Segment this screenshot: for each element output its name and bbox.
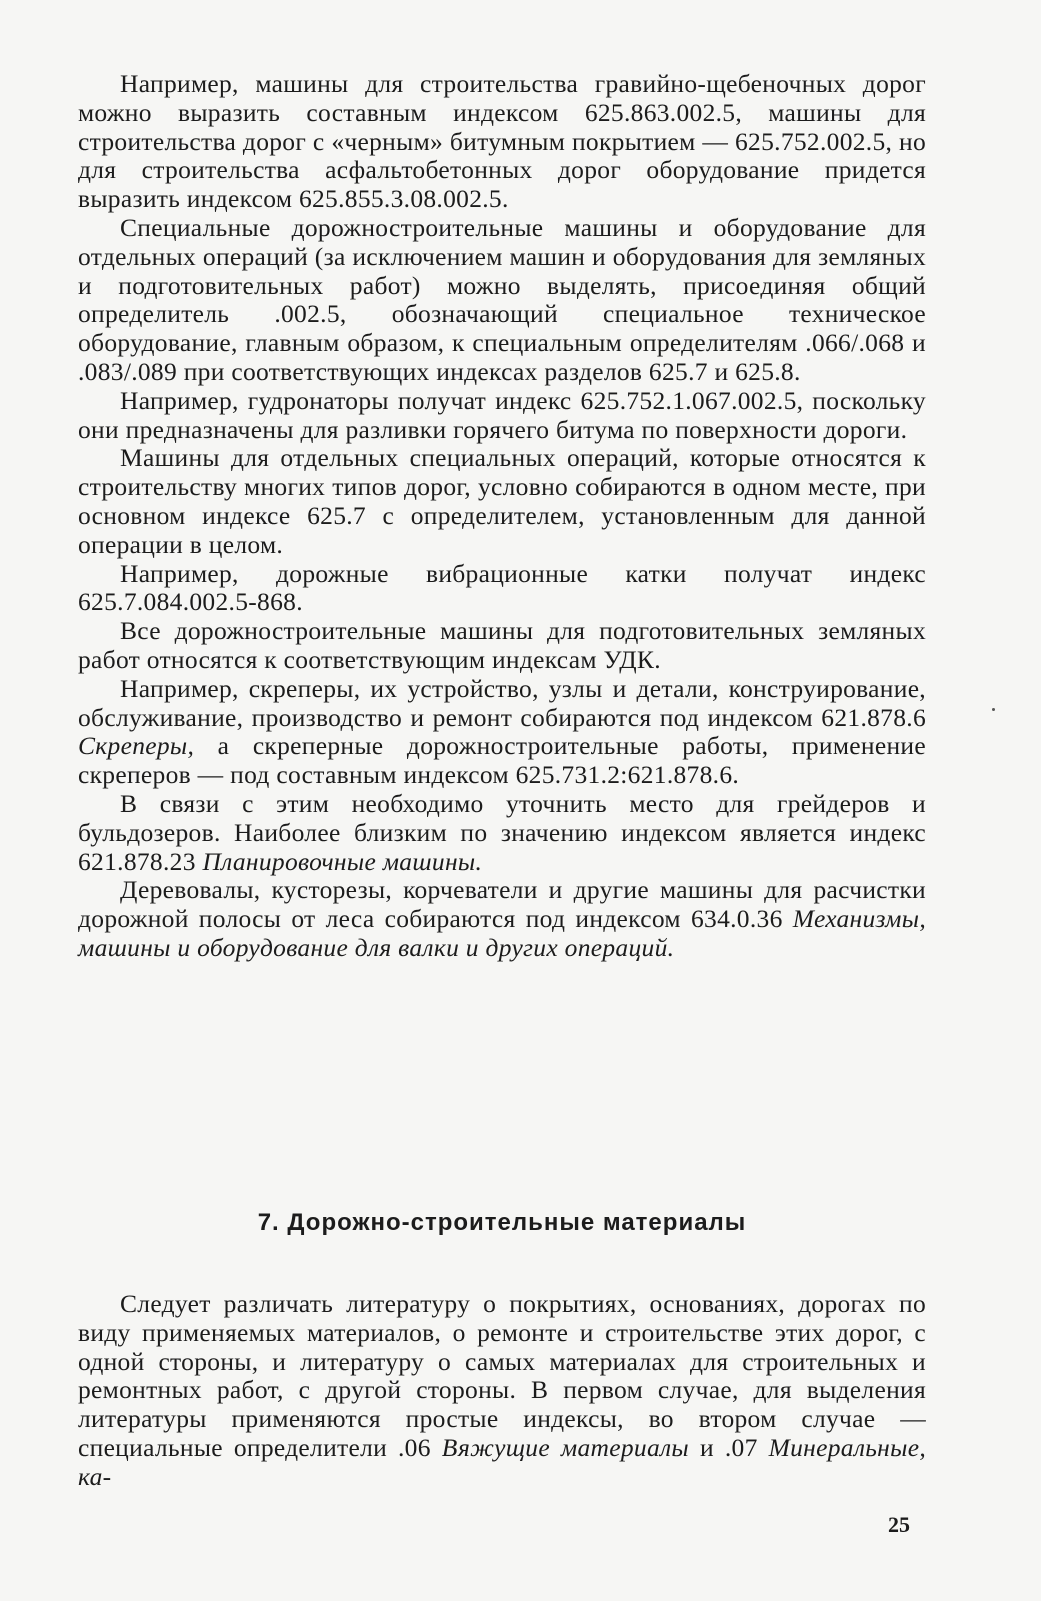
scan-speck — [992, 708, 995, 711]
paragraph-7-text: Например, скреперы, их устройство, узлы и детали, конструирование, обслуживание, производство и ремонт собираются под индексом 621.878.6 — [78, 673, 926, 732]
paragraph-10-text: Следует различать литературу о покрытиях, основаниях, дорогах по виду применяемых материалов, о ремонте и строительстве этих дорог, с одной стороны, и литературу о самых материалах для строительных и ремонтных работ, с другой стороны. В первом случае, для выделения литературы применяются простые индексы, во втором случае — специальные определители .06 — [78, 1289, 926, 1462]
paragraph-10-italic: Вяжущие материалы — [441, 1432, 689, 1462]
paragraph-10 — [78, 1290, 926, 1492]
paragraph-8-italic: Планировочные машины. — [202, 846, 483, 876]
paragraph-7 — [78, 675, 926, 790]
body-text-top — [78, 70, 926, 963]
paragraph-8 — [78, 790, 926, 876]
paragraph-2: Специальные дорожностроительные машины и оборудование для отдельных операций (за исключением машин и оборудования для земляных и подготовительных работ) можно выделять, присоединяя общий определитель .002.5, обозначающий специальное техническое оборудование, главным образом, к специальным определителям .066/.068 и .083/.089 при соответствующих индексах разделов 625.7 и 625.8. — [78, 212, 926, 386]
paragraph-9-text: Деревовалы, кусторезы, корчеватели и другие машины для расчистки дорожной полосы от леса собираются под индексом 634.0.36 — [78, 875, 926, 934]
paragraph-9-italic: Механизмы, машины и оборудование для валки и других операций. — [78, 904, 926, 962]
paragraph-7-italic: Скреперы, — [78, 731, 195, 761]
paragraph-5: Например, дорожные вибрационные катки получат индекс 625.7.084.002.5-868. — [78, 558, 926, 617]
paragraph-7-text-end: а скреперные дорожностроительные работы, применение скреперов — под составным индексом 625.731.2:621.878.6. — [78, 731, 926, 790]
body-text-bottom — [78, 1290, 926, 1492]
paragraph-10-italic-2: Минеральные, ка- — [78, 1432, 926, 1491]
paragraph-1: Например, машины для строительства гравийно-щебеночных дорог можно выразить составным индексом 625.863.002.5, машины для строительства дорог с «черным» битумным покрытием — 625.752.002.5, но для строительства асфальтобетонных дорог оборудование придется выразить индексом 625.855.3.08.002.5. — [78, 69, 926, 214]
paragraph-6: Все дорожностроительные машины для подготовительных земляных работ относятся к соответствующим индексам УДК. — [78, 616, 926, 674]
paragraph-10-text-mid: и .07 — [689, 1432, 769, 1462]
paragraph-9 — [78, 876, 926, 962]
paragraph-4: Машины для отдельных специальных операций, которые относятся к строительству многих типов дорог, условно собираются в одном месте, при основном индексе 625.7 с определителем, установленным для данной операции в целом. — [78, 443, 926, 559]
paragraph-3: Например, гудронаторы получат индекс 625.752.1.067.002.5, поскольку они предназначены для разливки горячего битума по поверхности дороги. — [78, 385, 926, 444]
page-number: 25 — [888, 1512, 910, 1537]
section-heading: 7. Дорожно-строительные материалы — [257, 1209, 747, 1236]
paragraph-8-text: В связи с этим необходимо уточнить место для грейдеров и бульдозеров. Наиболее близким по значению индексом является индекс 621.878.23 — [78, 788, 926, 876]
